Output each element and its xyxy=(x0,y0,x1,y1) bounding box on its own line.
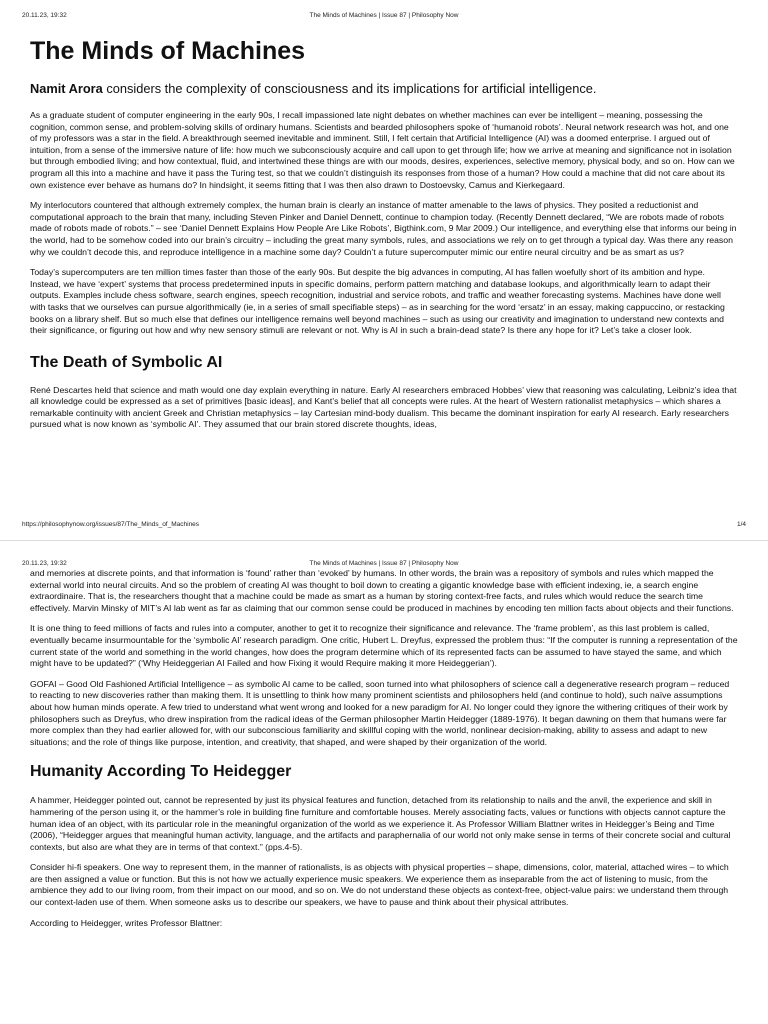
author-name: Namit Arora xyxy=(30,81,103,96)
paragraph: As a graduate student of computer engineering in the early 90s, I recall impassioned late night debates on whether machines can ever be intelligent – meaning, possessing the cognition, common sense, and problem-solving skills of ordinary humans. Scientists and bearded philosophers spoke of ‘humanoid robots’. Neural network research was hot, and one of my professors was a star in the field. A breakthrough seemed inevitable and imminent. Still, I felt certain that Artificial Intelligence (AI) was a doomed enterprise. I argued out of intuition, from a sense of the immersive nature of life: how much we subconsciously acquire and call upon to get through life; how we arrive at meaning and significance not in isolation but through embodied living; and how contextual, fluid, and intertwined these things are with our moods, desires, experiences, selective memory, physical body, and so on. How can we program all this into a machine and have it pass the Turing test, so that we couldn’t distinguish its responses from those of a human? How could a machine that did not care about its own existence ever behave as humans do? In hindsight, it seems fitting that I was then also drawn to Dostoevsky, Camus and Kierkegaard. xyxy=(30,110,735,190)
print-timestamp: 20.11.23, 19:32 xyxy=(22,12,67,19)
article-subtitle: considers the complexity of consciousness and its implications for artificial intelligence. xyxy=(106,81,597,96)
print-url: https://philosophynow.org/issues/87/The_Minds_of_Machines xyxy=(22,521,200,528)
print-timestamp: 20.11.23, 19:32 xyxy=(22,560,67,567)
print-page-title: The Minds of Machines | Issue 87 | Philosophy Now xyxy=(309,560,459,567)
paragraph: GOFAI – Good Old Fashioned Artificial Intelligence – as symbolic AI came to be called, soon turned into what philosophers of science call a degenerative research program – reduced to reacting to new discoveries rather than making them. It is unsettling to think how many prominent scientists and philosophers held (and continue to hold), such naïve assumptions about how human minds operate. A few tried to understand what went wrong and looked for a new paradigm for AI. No longer could they ignore the withering critiques of their work by philosophers such as Dreyfus, who drew inspiration from the radical ideas of the German philosopher Martin Heidegger (1889-1976). It began dawning on them that humans were far more complex than they had earlier allowed for, with our subconscious familiarity and skillful coping with the world, nonlinear decision-making, ability to assess and adapt to new situations; and the role of things like purpose, intention, and creativity, that shaped, and were shaped by their organization of the world. xyxy=(30,678,730,747)
print-footer xyxy=(22,521,746,531)
paragraph: René Descartes held that science and math would one day explain everything in nature. Early AI researchers embraced Hobbes’ view that reasoning was calculating, Leibniz’s idea that all knowledge could be expressed as a set of primitives [basic ideas], and Kant’s belief that all concepts were rules. At the heart of Western rationalist metaphysics – which shares a remarkable continuity with ancient Greek and Christian metaphysics – lay Cartesian mind-body dualism. This became the dominant inspiration for early AI research. Early researchers pursued what is now known as ‘symbolic AI’. They assumed that our brain stored discrete thoughts, ideas, xyxy=(30,384,737,430)
page-number: 1/4 xyxy=(736,521,746,528)
article-content-page-2 xyxy=(30,568,738,938)
paragraph: It is one thing to feed millions of facts and rules into a computer, another to get it to recognize their significance and relevance. The ‘frame problem’, as this last problem is called, eventually became insurmountable for the ‘symbolic AI’ research paradigm. One critic, Hubert L. Dreyfus, expressed the problem thus: “If the computer is running a representation of the current state of the world and something in the world changes, how does the program determine which of its represented facts can be assumed to have stayed the same, and which might have to be updated?” (‘Why Heideggerian AI Failed and how Fixing it would Require making it more Heideggerian’). xyxy=(30,623,738,669)
paragraph: Today’s supercomputers are ten million times faster than those of the early 90s. But despite the big advances in computing, AI has fallen woefully short of its ambition and hype. Instead, we have ‘expert’ systems that process predetermined inputs in specific domains, perform pattern matching and database lookups, and algorithmically learn to adapt their outputs. Examples include chess software, search engines, speech recognition, industrial and service robots, and traffic and weather forecasting systems. Machines have done well with tasks that we ourselves can pursue algorithmically (ie, in a series of small specifiable steps) – as in searching for the word ‘ersatz’ in an essay, making cappuccino, or restacking books on a library shelf. But so much else that defines our intelligence remains well beyond machines – such as using our creativity and imagination to understand new contexts and their significance, or figuring out how and why new sensory stimuli are relevant or not. Why is AI in such a brain-dead state? Is there any hope for it? Let’s take a closer look. xyxy=(30,267,725,336)
article-title: The Minds of Machines xyxy=(30,37,306,65)
print-header xyxy=(22,12,746,22)
paragraph: Consider hi-fi speakers. One way to represent them, in the manner of rationalists, is as objects with physical properties – shape, dimensions, color, material, attached wires – to which are then assigned a value or function. But this is not how we actually experience music speakers. We experience them as inseparable from the act of listening to music, from the ambience they add to our living room, from their impact on our mood, and so on. We do not understand these objects as context-free, object-value pairs: we understand them through our context-laden use of them. When someone asks us to describe our speakers, we have to pause and think about their physical attributes. xyxy=(30,862,729,908)
print-page-title: The Minds of Machines | Issue 87 | Philosophy Now xyxy=(309,12,459,19)
pdf-page-2 xyxy=(0,548,768,1024)
section-heading-heidegger: Humanity According To Heidegger xyxy=(30,763,292,781)
paragraph: A hammer, Heidegger pointed out, cannot be represented by just its physical features and function, detached from its relationship to nails and the anvil, the experience and skill in hammering of the person using it, or the hammer’s role in building fine furniture and comfortable houses. Merely associating facts, values or functions with objects cannot capture the human idea of an object, with its particular role in the meaningful organization of the world as we experience it. As Professor William Blattner writes in Heidegger’s Being and Time (2006), “Heidegger argues that meaningful human activity, language, and the artifacts and paraphernalia of our world not only make sense in terms of their concrete social and cultural contexts, but also are what they are in terms of that context.” (pps.4-5). xyxy=(30,795,731,852)
article-content-page-1 xyxy=(30,36,738,440)
section-heading-symbolic-ai: The Death of Symbolic AI xyxy=(30,353,223,371)
article-byline xyxy=(30,80,738,97)
paragraph: According to Heidegger, writes Professor Blattner: xyxy=(30,917,223,928)
paragraph: My interlocutors countered that although extremely complex, the human brain is clearly an instance of matter amenable to the laws of physics. They posited a reductionist and computational approach to the brain that many, including Steven Pinker and Daniel Dennett, continue to champion today. (Recently Dennett declared, “We are robots made of robots made of robots made of robots.” – see ‘Daniel Dennett Explains How People Are Like Robots’, Bigthink.com, 9 Mar 2009.) Our intelligence, and everything else that informs our being in the world, had to be somehow coded into our brain’s circuitry – including the great many symbols, rules, and associations we rely on to get through a typical day. Was there any reason why we couldn’t decode this, and reproduce intelligence in a machine some day? Couldn’t a future supercomputer mimic our entire neural circuitry and be as smart as us? xyxy=(30,200,737,257)
paragraph: and memories at discrete points, and that information is ‘found’ rather than ‘evoked’ by humans. In other words, the brain was a repository of symbols and rules which mapped the external world into neural circuits. And so the problem of creating AI was thought to boil down to creating a gigantic knowledge base with efficient indexing, ie, a search engine extraordinaire. That is, the researchers thought that a machine could be made as smart as a human by storing context-free facts, and rules which would reduce the search time effectively. Marvin Minsky of MIT’s AI lab went as far as claiming that our common sense could be produced in machines by encoding ten million facts about objects and their functions. xyxy=(30,568,734,613)
